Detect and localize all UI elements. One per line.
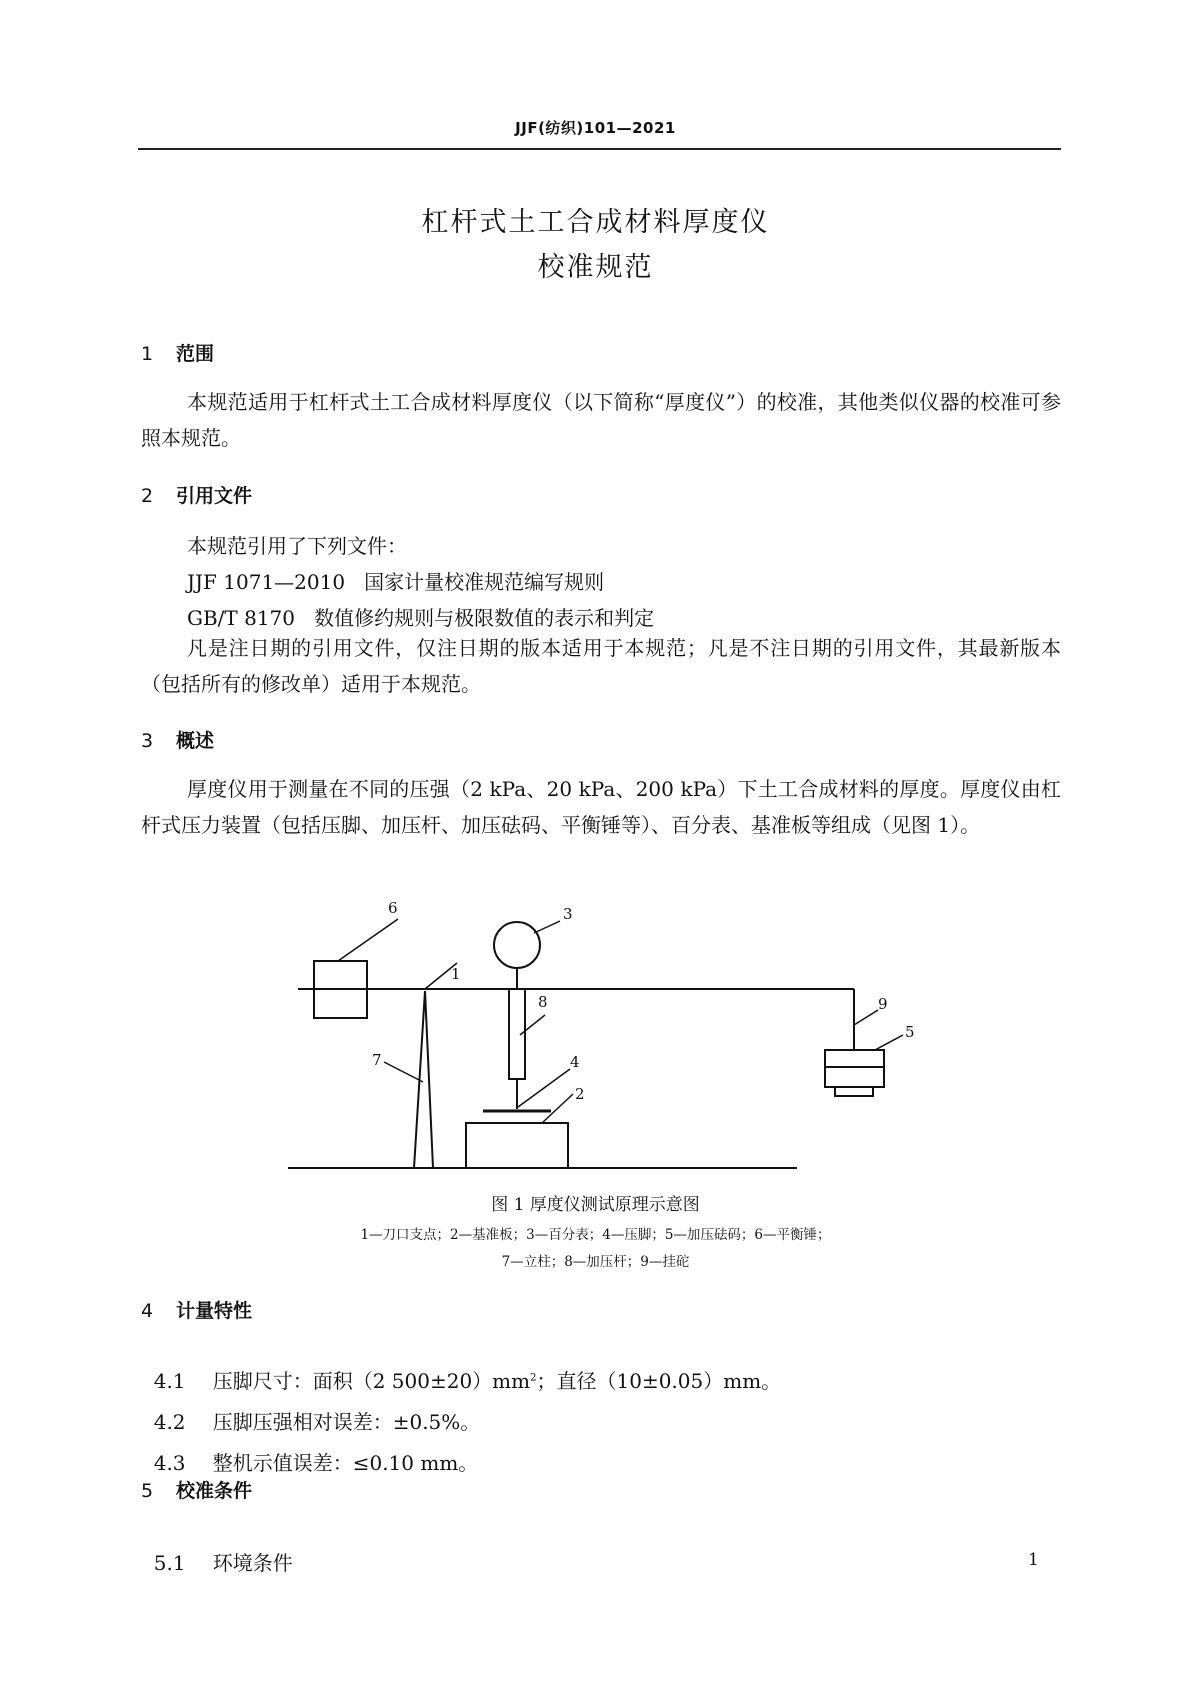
references-intro: 本规范引用了下列文件： [187,534,407,558]
paragraph-text: 凡是注日期的引用文件，仅注日期的版本适用于本规范；凡是不注日期的引用文件，其最新版本（包括所有的修改单）适用于本规范。 [141,636,1061,696]
loading-weight-bottom [825,1067,884,1087]
superscript: 2 [530,1372,537,1384]
label-5: 5 [905,1023,915,1041]
reference-plate [466,1123,568,1168]
section-5-heading [141,1476,252,1503]
reference-gbt-8170: GB/T 8170 数值修约规则与极限数值的表示和判定 [187,606,655,630]
clause-text-a: 压脚尺寸：面积（2 500±20）mm [212,1369,531,1393]
document-code: JJF(纺织)101—2021 [515,119,676,137]
leader-line-3 [534,921,560,933]
section-title: 引用文件 [176,485,253,507]
section-title: 校准条件 [176,1480,253,1502]
clause-text: 环境条件 [212,1551,293,1575]
label-6: 6 [388,899,398,917]
reference-jjf-1071: JJF 1071—2010 国家计量校准规范编写规则 [187,570,605,594]
clause-number: 4.2 [153,1410,186,1434]
section-number: 2 [141,485,154,507]
page-number: 1 [1028,1550,1039,1570]
label-8: 8 [538,993,548,1011]
clause-text: 整机示值误差：≤0.10 mm。 [212,1451,479,1475]
clause-text: 压脚压强相对误差：±0.5%。 [212,1410,481,1434]
figure-legend-line2: 7—立柱；8—加压杆；9—挂砣 [501,1254,690,1270]
section-number: 4 [141,1300,154,1322]
clause-number: 4.3 [153,1451,186,1475]
section-title: 计量特性 [176,1300,253,1322]
section-1-heading [141,339,214,366]
figure-caption: 图 1 厚度仪测试原理示意图 [491,1195,700,1215]
header-rule [138,148,1061,150]
loading-weight-base [835,1087,873,1096]
references-note [141,630,1061,702]
label-1: 1 [451,965,461,983]
section-3-paragraph [141,771,1061,843]
label-2: 2 [575,1085,585,1103]
figure-legend-line1: 1—刀口支点；2—基准板；3—百分表；4—压脚；5—加压砝码；6—平衡锤； [360,1227,831,1243]
label-7: 7 [372,1051,382,1069]
label-4: 4 [570,1053,580,1071]
leader-line-7 [384,1062,423,1082]
leader-line-2 [542,1094,573,1123]
paragraph-text: 厚度仪用于测量在不同的压强（2 kPa、20 kPa、200 kPa）下土工合成材料的厚度。厚度仪由杠杆式压力装置（包括压脚、加压杆、加压砝码、平衡锤等）、百分表、基准板等组成（见图 1）。 [141,777,1061,837]
section-1-paragraph [141,384,1061,456]
leader-line-9 [854,1010,878,1025]
section-3-heading [141,726,214,753]
label-3: 3 [563,905,573,923]
paragraph-text: 本规范适用于杠杆式土工合成材料厚度仪（以下简称“厚度仪”）的校准，其他类似仪器的校准可参照本规范。 [141,390,1061,450]
clause-text-b: ；直径（10±0.05）mm。 [536,1369,782,1393]
thickness-gauge-diagram [280,895,940,1180]
section-title: 概述 [176,730,215,752]
label-9: 9 [878,995,888,1013]
clause-5-1 [141,1523,293,1576]
section-4-heading [141,1296,252,1323]
leader-line-8 [520,1015,545,1035]
section-number: 5 [141,1480,154,1502]
clause-4-3 [141,1423,478,1476]
loading-weight-top [825,1050,884,1067]
doc-title-line1: 杠杆式土工合成材料厚度仪 [421,207,770,238]
section-number: 3 [141,730,154,752]
section-2-heading [141,481,252,508]
leader-line-5 [875,1035,903,1050]
dial-indicator [494,922,540,968]
leader-line-6 [338,919,398,961]
doc-title-line2: 校准规范 [537,252,654,283]
section-number: 1 [141,343,154,365]
section-title: 范围 [176,343,215,365]
clause-number: 5.1 [153,1551,186,1575]
clause-number: 4.1 [153,1369,186,1393]
loading-rod [509,989,525,1079]
